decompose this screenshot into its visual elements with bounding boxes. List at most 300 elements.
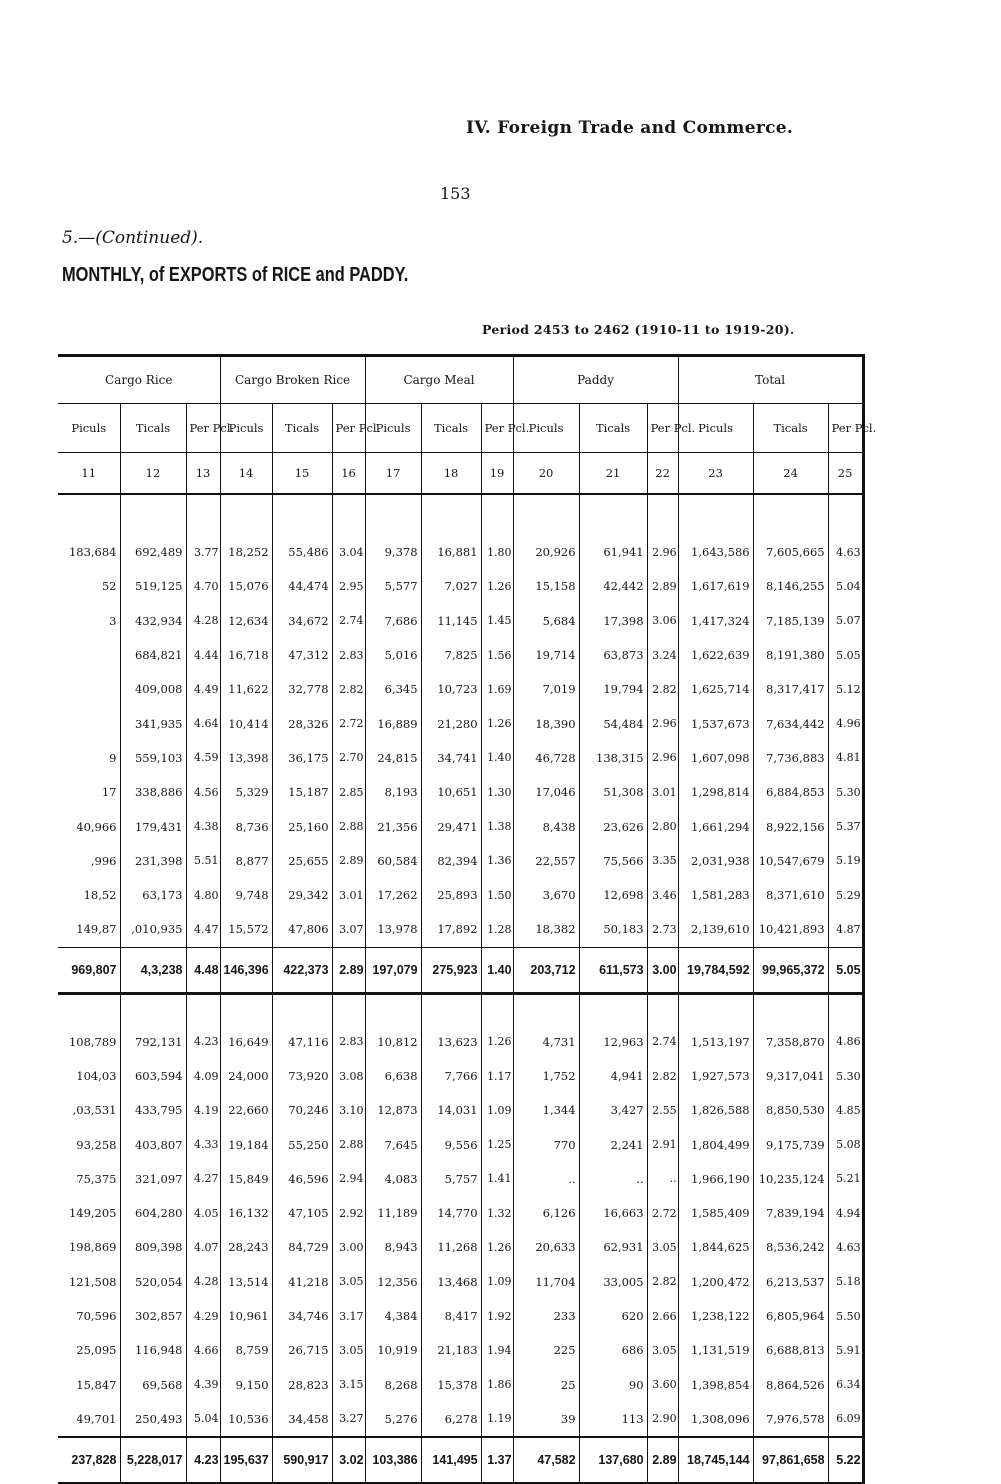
- table-cell: 7,766: [421, 1059, 481, 1093]
- column-header: Piculs: [678, 404, 753, 453]
- table-cell: 18,252: [220, 535, 272, 569]
- table-cell: 3.07: [332, 912, 365, 947]
- table-cell: 1,966,190: [678, 1162, 753, 1196]
- table-cell: 12,698: [579, 878, 647, 912]
- table-cell: 1.28: [481, 912, 513, 947]
- table-cell: 3.02: [332, 1437, 365, 1483]
- group-header-row: [58, 356, 863, 404]
- table-row: [58, 912, 863, 947]
- table-row: [58, 1230, 863, 1264]
- table-cell: 10,536: [220, 1402, 272, 1437]
- table-cell: 9,748: [220, 878, 272, 912]
- table-cell: 2.83: [332, 638, 365, 672]
- empty-cell: [579, 993, 647, 1025]
- table-cell: 1.26: [481, 569, 513, 603]
- table-cell: 4,384: [365, 1299, 421, 1333]
- table-cell: 5.05: [828, 947, 863, 993]
- table-cell: 25,095: [58, 1333, 120, 1367]
- table-cell: 50,183: [579, 912, 647, 947]
- table-cell: 1.92: [481, 1299, 513, 1333]
- table-cell: 10,421,893: [753, 912, 828, 947]
- table-cell: 1.86: [481, 1368, 513, 1402]
- table-cell: 42,442: [579, 569, 647, 603]
- table-cell: 2.82: [332, 672, 365, 706]
- table-cell: 4.33: [186, 1127, 220, 1161]
- empty-cell: [186, 993, 220, 1025]
- table-cell: 5.05: [828, 638, 863, 672]
- table-cell: 3.08: [332, 1059, 365, 1093]
- table-cell: 4.29: [186, 1299, 220, 1333]
- table-cell: 11,268: [421, 1230, 481, 1264]
- table-cell: 23,626: [579, 809, 647, 843]
- table-cell: 4.19: [186, 1093, 220, 1127]
- table-cell: 2.73: [647, 912, 678, 947]
- table-cell: 5.22: [828, 1437, 863, 1483]
- empty-cell: [481, 993, 513, 1025]
- table-cell: 108,789: [58, 1025, 120, 1059]
- table-cell: 604,280: [120, 1196, 186, 1230]
- table-cell: 1,844,625: [678, 1230, 753, 1264]
- table-cell: 3.77: [186, 535, 220, 569]
- table-row: [58, 1368, 863, 1402]
- table-cell: 4.59: [186, 741, 220, 775]
- table-cell: 603,594: [120, 1059, 186, 1093]
- table-cell: 5.19: [828, 844, 863, 878]
- table-cell: 3.27: [332, 1402, 365, 1437]
- empty-cell: [678, 993, 753, 1025]
- group-header-paddy: Paddy: [513, 356, 678, 404]
- table-cell: 4.39: [186, 1368, 220, 1402]
- table-row: [58, 1025, 863, 1059]
- table-cell: 7,976,578: [753, 1402, 828, 1437]
- table-cell: 7,358,870: [753, 1025, 828, 1059]
- table-cell: 7,634,442: [753, 706, 828, 740]
- table-cell: 19,184: [220, 1127, 272, 1161]
- table-cell: 13,398: [220, 741, 272, 775]
- table-cell: 55,250: [272, 1127, 332, 1161]
- group-header-total: Total: [678, 356, 863, 404]
- table-cell: 611,573: [579, 947, 647, 993]
- table-cell: 20,926: [513, 535, 579, 569]
- table-cell: 3.46: [647, 878, 678, 912]
- table-cell: 1.30: [481, 775, 513, 809]
- table-cell: 1.25: [481, 1127, 513, 1161]
- table-cell: 4.27: [186, 1162, 220, 1196]
- table-cell: 41,218: [272, 1265, 332, 1299]
- table-cell: 250,493: [120, 1402, 186, 1437]
- table-cell: 1,607,098: [678, 741, 753, 775]
- table-cell: 1.45: [481, 604, 513, 638]
- table-cell: 1.40: [481, 947, 513, 993]
- table-row: [58, 604, 863, 638]
- column-number: 21: [579, 453, 647, 495]
- table-cell: 13,514: [220, 1265, 272, 1299]
- table-cell: ..: [647, 1162, 678, 1196]
- table-cell: 24,000: [220, 1059, 272, 1093]
- empty-cell: [647, 993, 678, 1025]
- table-cell: 11,145: [421, 604, 481, 638]
- table-cell: 1,537,673: [678, 706, 753, 740]
- table-cell: 25,893: [421, 878, 481, 912]
- table-cell: 46,596: [272, 1162, 332, 1196]
- table-cell: 5,577: [365, 569, 421, 603]
- empty-cell: [753, 494, 828, 535]
- table-cell: 28,823: [272, 1368, 332, 1402]
- table-cell: 6,688,813: [753, 1333, 828, 1367]
- table-cell: 3.00: [647, 947, 678, 993]
- table-cell: 195,637: [220, 1437, 272, 1483]
- empty-cell: [678, 494, 753, 535]
- table-cell: 409,008: [120, 672, 186, 706]
- table-cell: 5,228,017: [120, 1437, 186, 1483]
- table-cell: 52: [58, 569, 120, 603]
- column-number: 14: [220, 453, 272, 495]
- empty-cell: [421, 494, 481, 535]
- table-row: [58, 1196, 863, 1230]
- table-cell: 18,390: [513, 706, 579, 740]
- table-cell: 2,031,938: [678, 844, 753, 878]
- total-row: [58, 947, 863, 993]
- table-cell: 21,356: [365, 809, 421, 843]
- column-header: Piculs: [58, 404, 120, 453]
- column-number: 23: [678, 453, 753, 495]
- table-cell: 237,828: [58, 1437, 120, 1483]
- table-cell: 16,132: [220, 1196, 272, 1230]
- table-cell: 5.21: [828, 1162, 863, 1196]
- table-row: [58, 1162, 863, 1196]
- table-cell: 5.29: [828, 878, 863, 912]
- table-cell: 16,881: [421, 535, 481, 569]
- table-cell: 8,417: [421, 1299, 481, 1333]
- table-cell: 3.05: [647, 1230, 678, 1264]
- table-cell: 25: [513, 1368, 579, 1402]
- table-cell: 5.07: [828, 604, 863, 638]
- table-row: [58, 535, 863, 569]
- table-cell: 6,884,853: [753, 775, 828, 809]
- table-cell: 4,941: [579, 1059, 647, 1093]
- table-row: [58, 1299, 863, 1333]
- column-number: 11: [58, 453, 120, 495]
- table-cell: 1,661,294: [678, 809, 753, 843]
- table-cell: 1.40: [481, 741, 513, 775]
- table-cell: 19,794: [579, 672, 647, 706]
- table-cell: 9: [58, 741, 120, 775]
- table-cell: 183,684: [58, 535, 120, 569]
- table-cell: 6,345: [365, 672, 421, 706]
- table-cell: 1,344: [513, 1093, 579, 1127]
- column-header: Piculs: [513, 404, 579, 453]
- section-title: IV. Foreign Trade and Commerce.: [466, 118, 794, 138]
- empty-cell: [513, 993, 579, 1025]
- table-cell: 9,150: [220, 1368, 272, 1402]
- table-cell: 1,804,499: [678, 1127, 753, 1161]
- table-cell: 590,917: [272, 1437, 332, 1483]
- table-cell: 198,869: [58, 1230, 120, 1264]
- empty-cell: [220, 494, 272, 535]
- table-row: [58, 1059, 863, 1093]
- table-cell: 29,342: [272, 878, 332, 912]
- table-row: [58, 1333, 863, 1367]
- table-cell: 692,489: [120, 535, 186, 569]
- table-row: [58, 638, 863, 672]
- column-number: 12: [120, 453, 186, 495]
- table-cell: 2.89: [332, 844, 365, 878]
- table-cell: 16,718: [220, 638, 272, 672]
- table-cell: 2.92: [332, 1196, 365, 1230]
- table-cell: 5,016: [365, 638, 421, 672]
- table-cell: 179,431: [120, 809, 186, 843]
- column-number: 22: [647, 453, 678, 495]
- empty-cell: [481, 494, 513, 535]
- table-cell: 3,427: [579, 1093, 647, 1127]
- table-cell: 4.09: [186, 1059, 220, 1093]
- empty-cell: [120, 993, 186, 1025]
- table-cell: 2.82: [647, 672, 678, 706]
- table-cell: 16,663: [579, 1196, 647, 1230]
- table-cell: 403,807: [120, 1127, 186, 1161]
- table-cell: 12,963: [579, 1025, 647, 1059]
- table-cell: [58, 672, 120, 706]
- table-cell: 1,581,283: [678, 878, 753, 912]
- table-cell: 2.74: [647, 1025, 678, 1059]
- table-cell: 99,965,372: [753, 947, 828, 993]
- table-row: [58, 1093, 863, 1127]
- table-cell: 54,484: [579, 706, 647, 740]
- table-cell: 8,191,380: [753, 638, 828, 672]
- table-cell: 6,126: [513, 1196, 579, 1230]
- table-cell: 5.08: [828, 1127, 863, 1161]
- table-cell: 33,005: [579, 1265, 647, 1299]
- table-cell: 36,175: [272, 741, 332, 775]
- table-cell: 5.12: [828, 672, 863, 706]
- table-cell: 21,280: [421, 706, 481, 740]
- table-cell: 2.89: [332, 947, 365, 993]
- table-cell: 4.63: [828, 535, 863, 569]
- table-cell: 138,315: [579, 741, 647, 775]
- table-cell: 7,605,665: [753, 535, 828, 569]
- table-cell: 28,243: [220, 1230, 272, 1264]
- table-cell: 4.28: [186, 1265, 220, 1299]
- table-row: [58, 672, 863, 706]
- table-row: [58, 1402, 863, 1437]
- table-cell: 84,729: [272, 1230, 332, 1264]
- table-cell: 3.24: [647, 638, 678, 672]
- table-cell: 9,556: [421, 1127, 481, 1161]
- table-cell: 97,861,658: [753, 1437, 828, 1483]
- table-cell: 341,935: [120, 706, 186, 740]
- table-cell: 47,806: [272, 912, 332, 947]
- table-cell: 60,584: [365, 844, 421, 878]
- table-cell: 338,886: [120, 775, 186, 809]
- table-cell: 433,795: [120, 1093, 186, 1127]
- table-cell: 15,572: [220, 912, 272, 947]
- table-cell: 3: [58, 604, 120, 638]
- table-cell: 2.80: [647, 809, 678, 843]
- spacer-row: [58, 993, 863, 1025]
- group-header-cargo-broken-rice: Cargo Broken Rice: [220, 356, 365, 404]
- table-cell: 6,638: [365, 1059, 421, 1093]
- table-cell: 1.69: [481, 672, 513, 706]
- table-cell: 82,394: [421, 844, 481, 878]
- table-body: [58, 494, 863, 1483]
- table-cell: 6,805,964: [753, 1299, 828, 1333]
- column-header: Per Pcl.: [828, 404, 863, 453]
- table-cell: 4.07: [186, 1230, 220, 1264]
- table-cell: 1.94: [481, 1333, 513, 1367]
- table-cell: 19,714: [513, 638, 579, 672]
- empty-cell: [647, 494, 678, 535]
- table-cell: 1,417,324: [678, 604, 753, 638]
- table-cell: 3.04: [332, 535, 365, 569]
- table-cell: 5.04: [186, 1402, 220, 1437]
- column-number: 18: [421, 453, 481, 495]
- table-cell: 8,371,610: [753, 878, 828, 912]
- table-cell: 2.89: [647, 1437, 678, 1483]
- column-header-row: [58, 404, 863, 453]
- table-cell: 32,778: [272, 672, 332, 706]
- column-header: Ticals: [753, 404, 828, 453]
- table-cell: ..: [579, 1162, 647, 1196]
- table-cell: 2.85: [332, 775, 365, 809]
- table-cell: 13,468: [421, 1265, 481, 1299]
- table-cell: 141,495: [421, 1437, 481, 1483]
- table-cell: 4.28: [186, 604, 220, 638]
- table-cell: 5.51: [186, 844, 220, 878]
- table-cell: 7,686: [365, 604, 421, 638]
- table-cell: 559,103: [120, 741, 186, 775]
- table-cell: 1,622,639: [678, 638, 753, 672]
- table-cell: 2.94: [332, 1162, 365, 1196]
- table-cell: 11,189: [365, 1196, 421, 1230]
- table-row: [58, 809, 863, 843]
- table-cell: 10,812: [365, 1025, 421, 1059]
- column-header: Per Pcl.: [332, 404, 365, 453]
- table-cell: 3,670: [513, 878, 579, 912]
- column-number: 19: [481, 453, 513, 495]
- table-cell: 7,185,139: [753, 604, 828, 638]
- table-cell: 17: [58, 775, 120, 809]
- table-cell: 25,160: [272, 809, 332, 843]
- column-number: 17: [365, 453, 421, 495]
- table-cell: 13,623: [421, 1025, 481, 1059]
- table-cell: 7,019: [513, 672, 579, 706]
- column-number: 25: [828, 453, 863, 495]
- table-title: MONTHLY, of EXPORTS of RICE and PADDY.: [62, 264, 409, 286]
- table-cell: 321,097: [120, 1162, 186, 1196]
- table-cell: 1.19: [481, 1402, 513, 1437]
- table-cell: 2.90: [647, 1402, 678, 1437]
- table-cell: 4.70: [186, 569, 220, 603]
- table-cell: 5.91: [828, 1333, 863, 1367]
- table-cell: 4,3,238: [120, 947, 186, 993]
- table-row: [58, 569, 863, 603]
- table-cell: 63,173: [120, 878, 186, 912]
- table-cell: 18,745,144: [678, 1437, 753, 1483]
- table-cell: 2.74: [332, 604, 365, 638]
- table-cell: 15,187: [272, 775, 332, 809]
- table-cell: 11,622: [220, 672, 272, 706]
- table-row: [58, 844, 863, 878]
- table-cell: 432,934: [120, 604, 186, 638]
- empty-cell: [220, 993, 272, 1025]
- table-cell: 13,978: [365, 912, 421, 947]
- table-cell: 1.38: [481, 809, 513, 843]
- empty-cell: [365, 494, 421, 535]
- table-cell: 9,378: [365, 535, 421, 569]
- column-header: Ticals: [421, 404, 481, 453]
- table-cell: 519,125: [120, 569, 186, 603]
- table-cell: 12,873: [365, 1093, 421, 1127]
- table-cell: 1,513,197: [678, 1025, 753, 1059]
- table-cell: 149,205: [58, 1196, 120, 1230]
- table-cell: 8,536,242: [753, 1230, 828, 1264]
- column-header: Piculs: [365, 404, 421, 453]
- table-cell: 686: [579, 1333, 647, 1367]
- table-cell: 2.66: [647, 1299, 678, 1333]
- empty-cell: [421, 993, 481, 1025]
- table-cell: 1,585,409: [678, 1196, 753, 1230]
- table-cell: 302,857: [120, 1299, 186, 1333]
- table-cell: 17,262: [365, 878, 421, 912]
- table-cell: 12,356: [365, 1265, 421, 1299]
- table-cell: 55,486: [272, 535, 332, 569]
- table-cell: 8,736: [220, 809, 272, 843]
- table-cell: 75,566: [579, 844, 647, 878]
- table-cell: 3.01: [332, 878, 365, 912]
- table-cell: 620: [579, 1299, 647, 1333]
- table-cell: 149,87: [58, 912, 120, 947]
- table-cell: 8,850,530: [753, 1093, 828, 1127]
- table-cell: 14,770: [421, 1196, 481, 1230]
- table-cell: 2,241: [579, 1127, 647, 1161]
- table-cell: 8,922,156: [753, 809, 828, 843]
- table-cell: 1,238,122: [678, 1299, 753, 1333]
- table-cell: 6.09: [828, 1402, 863, 1437]
- table-cell: 7,839,194: [753, 1196, 828, 1230]
- table-cell: 809,398: [120, 1230, 186, 1264]
- table-cell: 16,649: [220, 1025, 272, 1059]
- table-cell: 44,474: [272, 569, 332, 603]
- table-cell: 22,660: [220, 1093, 272, 1127]
- table-cell: 2,139,610: [678, 912, 753, 947]
- exports-table: [58, 354, 877, 1484]
- empty-cell: [753, 993, 828, 1025]
- table-cell: 17,046: [513, 775, 579, 809]
- table-row: [58, 706, 863, 740]
- table-cell: 4.64: [186, 706, 220, 740]
- table-cell: 7,645: [365, 1127, 421, 1161]
- table-cell: 40,966: [58, 809, 120, 843]
- table-cell: 15,158: [513, 569, 579, 603]
- table-cell: 24,815: [365, 741, 421, 775]
- column-header: Piculs: [220, 404, 272, 453]
- table-cell: 3.01: [647, 775, 678, 809]
- table-cell: 103,386: [365, 1437, 421, 1483]
- table-cell: 146,396: [220, 947, 272, 993]
- table-cell: 116,948: [120, 1333, 186, 1367]
- table-cell: 1,200,472: [678, 1265, 753, 1299]
- table-cell: 15,076: [220, 569, 272, 603]
- table-cell: 5,276: [365, 1402, 421, 1437]
- column-header: Per Pcl.: [186, 404, 220, 453]
- table-cell: 18,382: [513, 912, 579, 947]
- table-cell: 8,268: [365, 1368, 421, 1402]
- column-number: 20: [513, 453, 579, 495]
- table-cell: 16,889: [365, 706, 421, 740]
- table-cell: 25,655: [272, 844, 332, 878]
- table-cell: 15,847: [58, 1368, 120, 1402]
- table-cell: 51,308: [579, 775, 647, 809]
